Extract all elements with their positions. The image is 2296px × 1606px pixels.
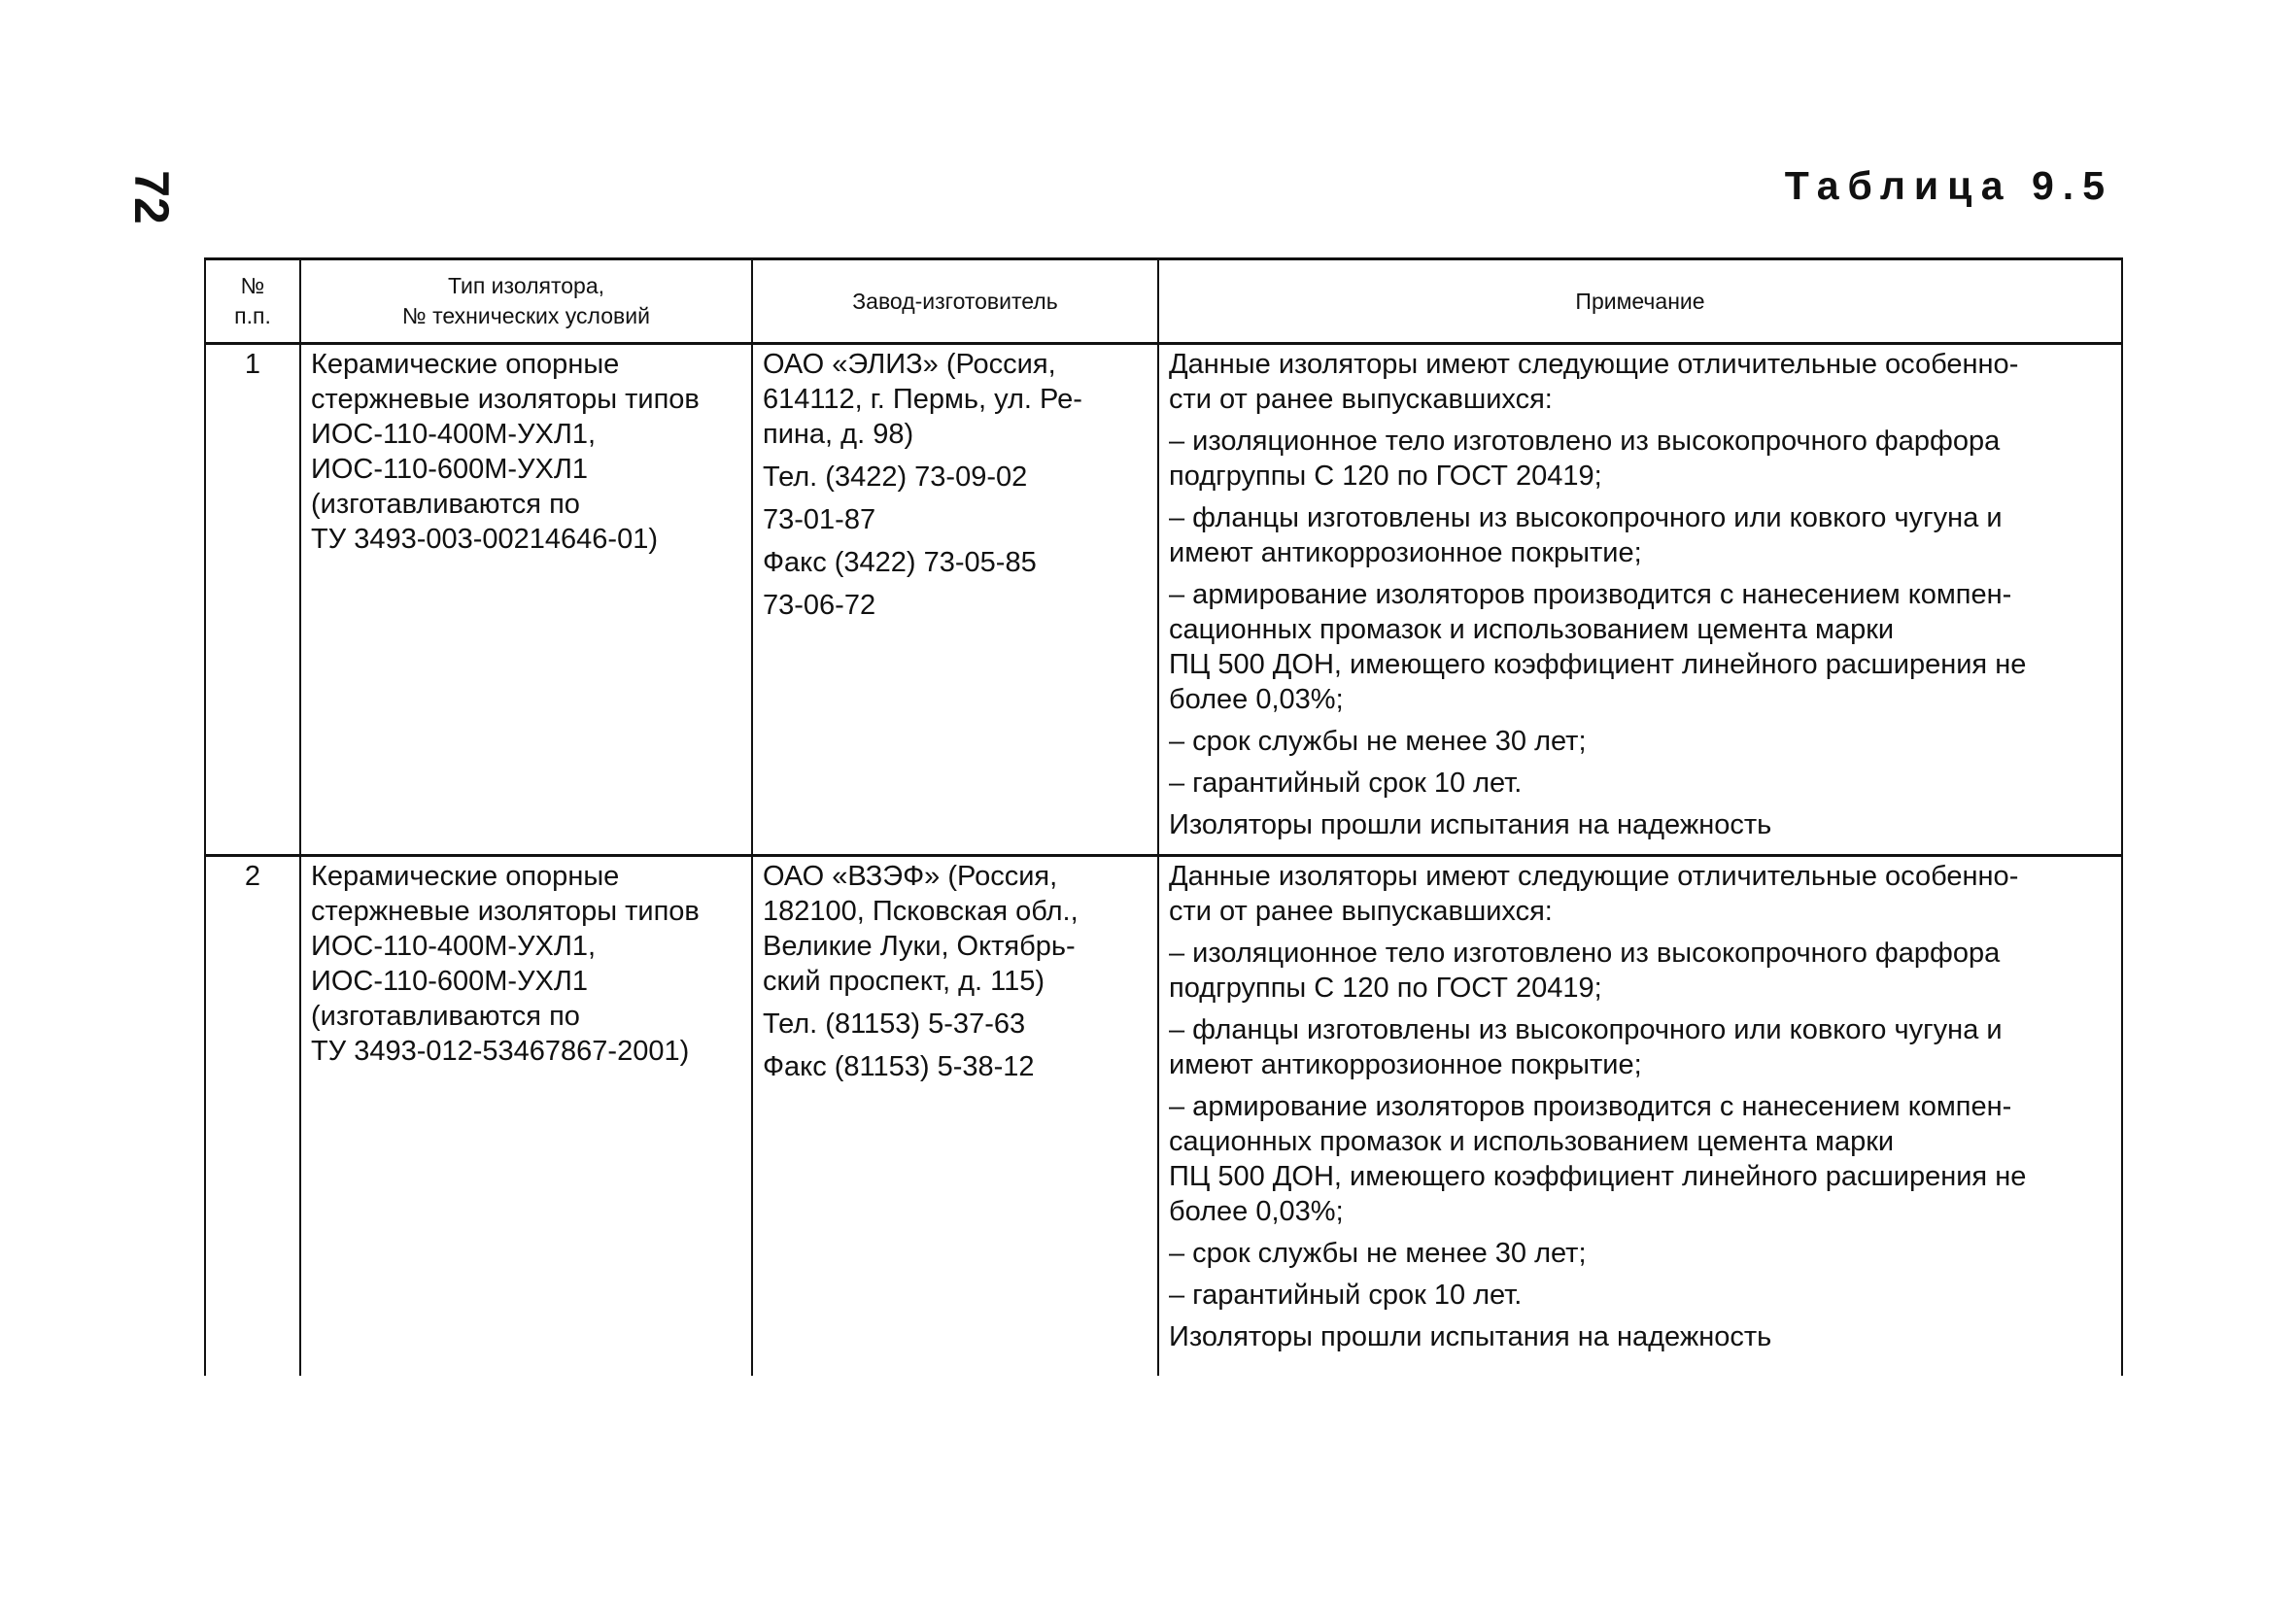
manufacturer-address-line: 182100, Псковская обл., bbox=[763, 896, 1079, 927]
note-line: имеют антикоррозионное покрытие; bbox=[1169, 1049, 1642, 1080]
note-paragraph bbox=[1169, 859, 2111, 929]
insulator-type-line: ИОС-110-400М-УХЛ1, bbox=[311, 419, 597, 450]
note-paragraph bbox=[1169, 347, 2111, 417]
note-line: – гарантийный срок 10 лет. bbox=[1169, 768, 1523, 799]
note-line: – срок службы не менее 30 лет; bbox=[1169, 1238, 1587, 1269]
note-paragraph bbox=[1169, 1319, 2111, 1354]
table-header-row bbox=[205, 259, 2122, 344]
note-line: – армирование изоляторов производится с нанесением компен- bbox=[1169, 1091, 2012, 1122]
note-paragraph bbox=[1169, 724, 2111, 759]
note-line: – изоляционное тело изготовлено из высокопрочного фарфора bbox=[1169, 426, 2001, 457]
note-line: сационных промазок и использованием цемента марки bbox=[1169, 614, 1895, 645]
manufacturer-address-line: пина, д. 98) bbox=[763, 419, 914, 450]
note-line: Изоляторы прошли испытания на надежность bbox=[1169, 809, 1772, 840]
note-line: Данные изоляторы имеют следующие отличительные особенно- bbox=[1169, 349, 2019, 380]
note-line: сти от ранее выпускавшихся: bbox=[1169, 384, 1553, 415]
manufacturer-address-line: Великие Луки, Октябрь- bbox=[763, 931, 1076, 962]
manufacturer-address-line: ОАО «ЭЛИЗ» (Россия, bbox=[763, 349, 1056, 380]
manufacturer-address-line: ОАО «ВЗЭФ» (Россия, bbox=[763, 861, 1058, 892]
spacer bbox=[763, 452, 1148, 460]
insulator-type-line: стержневые изоляторы типов bbox=[311, 384, 700, 415]
manufacturer-phone-line: Факс (3422) 73-05-85 bbox=[763, 547, 1037, 578]
header-no-line: п.п. bbox=[234, 303, 271, 328]
manufacturer-phone-line: Факс (81153) 5-38-12 bbox=[763, 1051, 1035, 1082]
table-row bbox=[205, 344, 2122, 856]
row-number: 2 bbox=[205, 856, 300, 1377]
note-paragraph bbox=[1169, 1012, 2111, 1082]
insulator-type-cell bbox=[300, 344, 752, 856]
note-line: – срок службы не менее 30 лет; bbox=[1169, 726, 1587, 757]
insulator-type-line: Керамические опорные bbox=[311, 349, 620, 380]
manufacturer-phone-line: Тел. (81153) 5-37-63 bbox=[763, 1008, 1026, 1040]
note-line: сационных промазок и использованием цемента марки bbox=[1169, 1126, 1895, 1157]
header-maker: Завод-изготовитель bbox=[752, 259, 1158, 344]
manufacturer-cell bbox=[752, 856, 1158, 1377]
table-title: Таблица 9.5 bbox=[1784, 163, 2113, 208]
insulator-type-line: ТУ 3493-003-00214646-01) bbox=[311, 524, 659, 555]
note-paragraph bbox=[1169, 1278, 2111, 1313]
manufacturer-phone-line: Тел. (3422) 73-09-02 bbox=[763, 461, 1028, 493]
insulator-type-line: Керамические опорные bbox=[311, 861, 620, 892]
insulator-table bbox=[204, 257, 2123, 1376]
manufacturer-phone-line: 73-01-87 bbox=[763, 504, 876, 535]
row-number: 1 bbox=[205, 344, 300, 856]
note-paragraph bbox=[1169, 766, 2111, 801]
note-line: – армирование изоляторов производится с нанесением компен- bbox=[1169, 579, 2012, 610]
manufacturer-phone-line: 73-06-72 bbox=[763, 590, 876, 621]
note-paragraph bbox=[1169, 1236, 2111, 1271]
insulator-type-line: ИОС-110-400М-УХЛ1, bbox=[311, 931, 597, 962]
note-cell bbox=[1158, 344, 2122, 856]
header-no bbox=[205, 259, 300, 344]
spacer bbox=[763, 999, 1148, 1007]
note-line: ПЦ 500 ДОН, имеющего коэффициент линейного расширения не bbox=[1169, 649, 2027, 680]
note-paragraph bbox=[1169, 500, 2111, 570]
header-type-line: № технических условий bbox=[402, 303, 650, 328]
note-paragraph bbox=[1169, 577, 2111, 717]
note-paragraph bbox=[1169, 424, 2111, 494]
note-line: – гарантийный срок 10 лет. bbox=[1169, 1280, 1523, 1311]
note-line: более 0,03%; bbox=[1169, 1196, 1344, 1227]
note-line: имеют антикоррозионное покрытие; bbox=[1169, 537, 1642, 568]
insulator-type-line: ТУ 3493-012-53467867-2001) bbox=[311, 1036, 690, 1067]
header-type bbox=[300, 259, 752, 344]
note-line: – фланцы изготовлены из высокопрочного или ковкого чугуна и bbox=[1169, 1014, 2003, 1045]
manufacturer-address-line: 614112, г. Пермь, ул. Ре- bbox=[763, 384, 1082, 415]
note-line: Изоляторы прошли испытания на надежность bbox=[1169, 1321, 1772, 1352]
note-line: более 0,03%; bbox=[1169, 684, 1344, 715]
header-note: Примечание bbox=[1158, 259, 2122, 344]
insulator-type-line: стержневые изоляторы типов bbox=[311, 896, 700, 927]
page-number: 72 bbox=[123, 170, 179, 224]
insulator-type-line: (изготавливаются по bbox=[311, 1001, 580, 1032]
header-no-line: № bbox=[240, 273, 265, 298]
note-line: – фланцы изготовлены из высокопрочного или ковкого чугуна и bbox=[1169, 502, 2003, 533]
note-line: сти от ранее выпускавшихся: bbox=[1169, 896, 1553, 927]
header-type-line: Тип изолятора, bbox=[447, 273, 605, 298]
table-row bbox=[205, 856, 2122, 1377]
note-line: подгруппы С 120 по ГОСТ 20419; bbox=[1169, 461, 1602, 492]
manufacturer-cell bbox=[752, 344, 1158, 856]
note-paragraph bbox=[1169, 936, 2111, 1006]
note-line: Данные изоляторы имеют следующие отличительные особенно- bbox=[1169, 861, 2019, 892]
insulator-type-cell bbox=[300, 856, 752, 1377]
note-cell bbox=[1158, 856, 2122, 1377]
manufacturer-address-line: ский проспект, д. 115) bbox=[763, 966, 1045, 997]
note-line: подгруппы С 120 по ГОСТ 20419; bbox=[1169, 973, 1602, 1004]
insulator-type-line: ИОС-110-600М-УХЛ1 bbox=[311, 966, 589, 997]
insulator-type-line: ИОС-110-600М-УХЛ1 bbox=[311, 454, 589, 485]
note-line: ПЦ 500 ДОН, имеющего коэффициент линейного расширения не bbox=[1169, 1161, 2027, 1192]
note-line: – изоляционное тело изготовлено из высокопрочного фарфора bbox=[1169, 938, 2001, 969]
note-paragraph bbox=[1169, 807, 2111, 842]
insulator-type-line: (изготавливаются по bbox=[311, 489, 580, 520]
note-paragraph bbox=[1169, 1089, 2111, 1229]
